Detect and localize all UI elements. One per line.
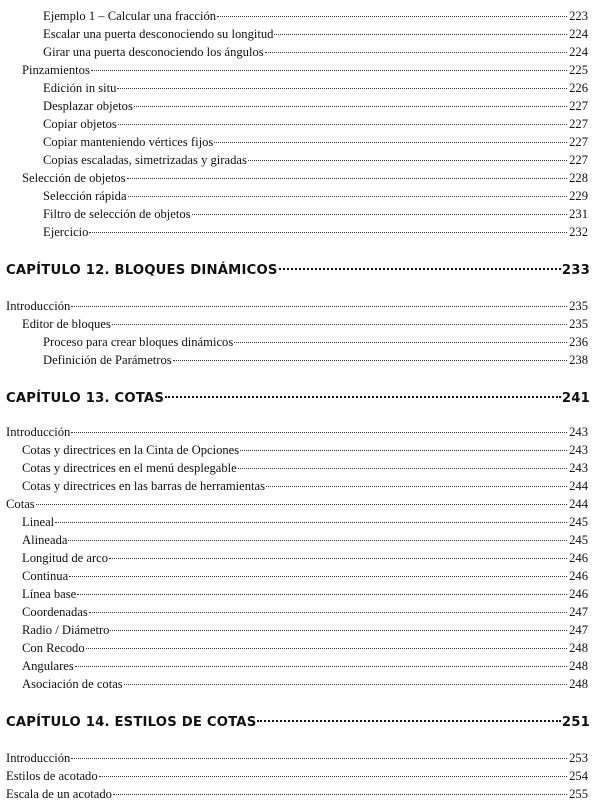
toc-entry (0, 25, 600, 43)
toc-entry (0, 333, 600, 351)
toc-entry-page: 254 (569, 769, 588, 783)
toc-entry-page: 224 (569, 45, 588, 59)
toc-entry-title: Editor de bloques (22, 317, 111, 331)
toc-entry-title: Escala de un acotado (6, 787, 112, 801)
toc-entry (0, 621, 600, 639)
chapter-page: 241 (561, 391, 590, 406)
dot-leader (279, 268, 561, 270)
toc-entry-page: 236 (569, 335, 588, 349)
toc-entry-title: Introducción (6, 751, 71, 765)
toc-entry-title: Cotas (6, 497, 35, 511)
toc-entry-title: Filtro de selección de objetos (43, 207, 191, 221)
toc-entry (0, 79, 600, 97)
dot-leader (69, 576, 567, 577)
toc-entry-title: Introducción (6, 425, 71, 439)
toc-entry-page: 231 (569, 207, 588, 221)
toc-entry-page: 224 (569, 27, 588, 41)
dot-leader (71, 432, 567, 433)
toc-entry-page: 244 (569, 497, 588, 511)
chapter-page: 233 (561, 263, 590, 278)
dot-leader (266, 486, 567, 487)
toc-entry-page: 244 (569, 479, 588, 493)
toc-entry (0, 513, 600, 531)
dot-leader (86, 648, 567, 649)
toc-entry-page: 246 (569, 569, 588, 583)
toc-entry-page: 245 (569, 533, 588, 547)
toc-entry (0, 441, 600, 459)
dot-leader (217, 16, 567, 17)
dot-leader (238, 468, 567, 469)
toc-entry (0, 477, 600, 495)
dot-leader (274, 34, 567, 35)
toc-entry-title: Longitud de arco (22, 551, 109, 565)
toc-entry-title: Selección de objetos (22, 171, 126, 185)
toc-entry-title: Cotas y directrices en el menú desplegable (22, 461, 237, 475)
dot-leader (117, 88, 567, 89)
dot-leader (118, 124, 567, 125)
toc-entry (0, 603, 600, 621)
toc-entry-title: Copiar objetos (43, 117, 117, 131)
toc-section-introduccion (0, 297, 600, 315)
toc-entry-page: 232 (569, 225, 588, 239)
toc-entry (0, 531, 600, 549)
toc-entry-title: Cotas y directrices en la Cinta de Opciones (22, 443, 240, 457)
toc-entry-page: 238 (569, 353, 588, 367)
toc-entry (0, 749, 600, 767)
dot-leader (110, 630, 567, 631)
chapter-heading-12 (0, 261, 600, 281)
toc-entry-title: Girar una puerta desconociendo los ángulos (43, 45, 264, 59)
toc-entry-title: Definición de Parámetros (43, 353, 172, 367)
toc-entry-title: Radio / Diámetro (22, 623, 110, 637)
chapter-heading-14 (0, 713, 600, 733)
toc-section-introduccion (0, 423, 600, 441)
toc-entry-title: Edición in situ (43, 81, 117, 95)
dot-leader (109, 558, 567, 559)
dot-leader (128, 196, 567, 197)
toc-entry (0, 785, 600, 803)
toc-entry-page: 223 (569, 9, 588, 23)
toc-entry-page: 227 (569, 135, 588, 149)
toc-entry (0, 657, 600, 675)
toc-entry-title: Copiar manteniendo vértices fijos (43, 135, 214, 149)
toc-entry-title: Desplazar objetos (43, 99, 133, 113)
dot-leader (192, 214, 567, 215)
toc-entry-title: Alineada (22, 533, 68, 547)
toc-entry-page: 253 (569, 751, 588, 765)
toc-section-cotas (0, 495, 600, 513)
dot-leader (77, 594, 567, 595)
toc-entry-title: Proceso para crear bloques dinámicos (43, 335, 234, 349)
chapter-title: CAPÍTULO 13. COTAS (6, 391, 165, 406)
toc-entry (0, 43, 600, 61)
toc-entry (0, 767, 600, 785)
toc-entry-page: 255 (569, 787, 588, 801)
toc-entry (0, 567, 600, 585)
toc-entry (0, 7, 600, 25)
toc-entry-page: 247 (569, 623, 588, 637)
toc-entry-page: 248 (569, 641, 588, 655)
toc-entry (0, 205, 600, 223)
toc-entry (0, 97, 600, 115)
toc-entry-title: Cotas y directrices en las barras de herramientas (22, 479, 266, 493)
dot-leader (113, 794, 567, 795)
toc-entry-page: 247 (569, 605, 588, 619)
toc-entry-page: 243 (569, 425, 588, 439)
toc-entry-page: 248 (569, 677, 588, 691)
toc-entry (0, 549, 600, 567)
toc-entry-title: Escalar una puerta desconociendo su longitud (43, 27, 274, 41)
toc-entry-title: Continua (22, 569, 69, 583)
dot-leader (240, 450, 567, 451)
toc-entry-title: Ejercicio (43, 225, 89, 239)
toc-entry (0, 675, 600, 693)
dot-leader (112, 324, 567, 325)
toc-entry-title: Lineal (22, 515, 55, 529)
chapter-heading-13 (0, 389, 600, 409)
chapter-title: CAPÍTULO 14. ESTILOS DE COTAS (6, 715, 257, 730)
dot-leader (165, 396, 561, 398)
dot-leader (127, 178, 567, 179)
toc-entry-page: 227 (569, 153, 588, 167)
dot-leader (89, 232, 567, 233)
toc-entry (0, 151, 600, 169)
dot-leader (99, 776, 567, 777)
toc-entry-title: Ejemplo 1 – Calcular una fracción (43, 9, 217, 23)
toc-section-pinzamientos (0, 61, 600, 79)
chapter-title: CAPÍTULO 12. BLOQUES DINÁMICOS (6, 263, 278, 278)
toc-entry-page: 229 (569, 189, 588, 203)
toc-entry-title: Asociación de cotas (22, 677, 123, 691)
toc-entry-page: 243 (569, 443, 588, 457)
toc-section-seleccion (0, 169, 600, 187)
toc-entry-title: Pinzamientos (22, 63, 90, 77)
toc-entry-page: 243 (569, 461, 588, 475)
toc-entry (0, 223, 600, 241)
toc-entry-page: 228 (569, 171, 588, 185)
toc-entry-title: Línea base (22, 587, 77, 601)
toc-entry (0, 585, 600, 603)
toc-entry-title: Estilos de acotado (6, 769, 98, 783)
toc-entry-page: 227 (569, 99, 588, 113)
dot-leader (36, 504, 567, 505)
chapter-page: 251 (561, 715, 590, 730)
toc-entry-page: 246 (569, 587, 588, 601)
dot-leader (257, 720, 560, 722)
dot-leader (234, 342, 567, 343)
dot-leader (124, 684, 567, 685)
dot-leader (91, 70, 567, 71)
toc-entry (0, 459, 600, 477)
toc-entry-title: Introducción (6, 299, 71, 313)
toc-entry-title: Angulares (22, 659, 74, 673)
toc-entry-page: 235 (569, 317, 588, 331)
dot-leader (89, 612, 567, 613)
toc-entry-page: 226 (569, 81, 588, 95)
dot-leader (173, 360, 567, 361)
toc-entry-page: 227 (569, 117, 588, 131)
toc-entry (0, 187, 600, 205)
toc-entry-page: 235 (569, 299, 588, 313)
toc-entry-page: 225 (569, 63, 588, 77)
dot-leader (134, 106, 567, 107)
dot-leader (214, 142, 567, 143)
dot-leader (55, 522, 567, 523)
dot-leader (265, 52, 567, 53)
dot-leader (71, 758, 567, 759)
toc-entry-page: 245 (569, 515, 588, 529)
dot-leader (248, 160, 567, 161)
dot-leader (71, 306, 567, 307)
toc-entry-page: 246 (569, 551, 588, 565)
toc-entry-title: Con Recodo (22, 641, 85, 655)
toc-entry-title: Selección rápida (43, 189, 127, 203)
toc-entry (0, 639, 600, 657)
dot-leader (68, 540, 567, 541)
toc-entry-title: Copias escaladas, simetrizadas y giradas (43, 153, 247, 167)
toc-entry-page: 248 (569, 659, 588, 673)
toc-entry (0, 351, 600, 369)
toc-entry (0, 115, 600, 133)
toc-entry (0, 133, 600, 151)
toc-entry-title: Coordenadas (22, 605, 88, 619)
dot-leader (75, 666, 567, 667)
toc-section-editor (0, 315, 600, 333)
